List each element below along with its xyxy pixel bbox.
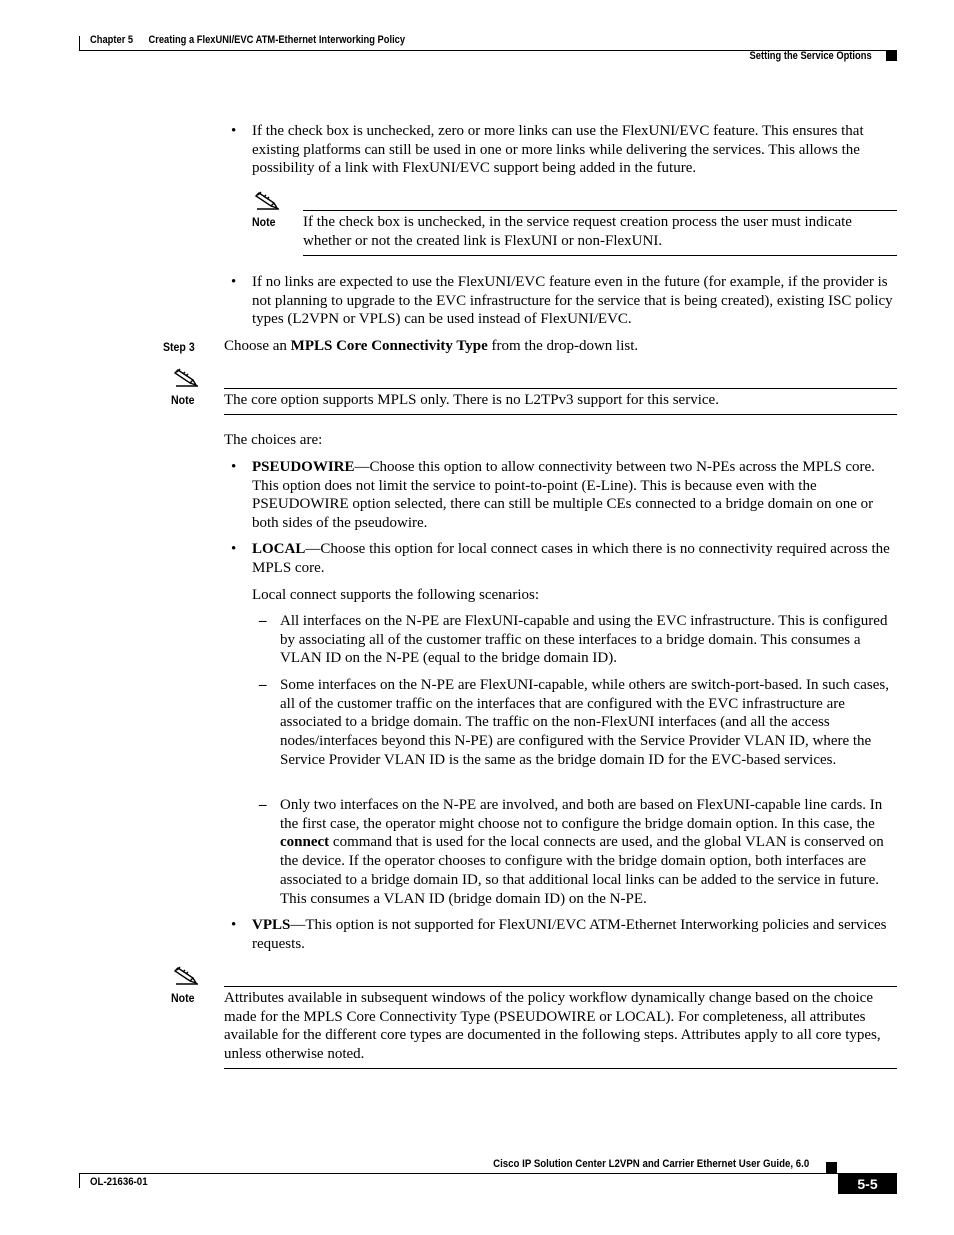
scenario-2-text: Some interfaces on the N-PE are FlexUNI-capable, while others are switch-port-based. In such cases, all of the customer traffic on the interfaces that are configured with the EVC infrastructure are associated to a bridge domain. The traffic on the non-FlexUNI interfaces (and all the access nodes/interfaces beyond this N-PE) are configured with the Service Provider VLAN ID, where the Service Provider VLAN ID is the same as the bridge domain ID for the EVC-based services. [280,677,889,768]
header-rule-vertical [79,36,80,51]
chapter-title: Creating a FlexUNI/EVC ATM-Ethernet Interworking Policy [148,34,406,46]
step-3-text [224,337,904,356]
note-label: Note [252,215,276,229]
scenario-3-post: command that is used for the local connects are used, and the global VLAN is conserved on the device. If the operator chooses to configure with the bridge domain option, both interfaces are associated to a bridge domain ID, so that additional local links can be added to the service in future. This consumes a VLAN ID (bridge domain ID) on the N-PE. [280,834,884,907]
pencil-note-icon [174,964,200,986]
footer-doc-number: OL-21636-01 [90,1176,148,1188]
bullet-marker: • [231,917,237,933]
bullet-marker: • [231,459,237,475]
chapter-number: Chapter 5 [90,34,134,46]
note-top-rule [224,388,897,389]
local-intro: Local connect supports the following scenarios: [252,587,540,603]
step-3-pre: Choose an [224,338,291,354]
footer-rule-vertical [79,1173,80,1188]
local-term: LOCAL [252,541,306,557]
note-top-rule [303,210,897,211]
scenario-3-pre: Only two interfaces on the N-PE are involved, and both are based on FlexUNI-capable line cards. In the first case, the operator might choose not to configure the bridge domain option. In this case, the [280,797,883,832]
dash-marker: – [259,677,267,693]
note-top-rule [224,986,897,987]
note-text: The core option supports MPLS only. There is no L2TPv3 support for this service. [224,392,719,408]
vpls-text: —This option is not supported for FlexUNI/EVC ATM-Ethernet Interworking policies and services requests. [252,917,887,952]
running-header-section: Setting the Service Options [749,50,872,62]
note-label: Note [171,393,195,407]
bullet-no-links-text: If no links are expected to use the FlexUNI/EVC feature even in the future (for example, if the provider is not planning to upgrade to the EVC infrastructure for the service that is being created), existing ISC policy types (L2VPN or VPLS) can be used instead of FlexUNI/EVC. [252,274,893,328]
header-marker [886,50,897,61]
vpls-term: VPLS [252,917,291,933]
bullet-marker: • [231,274,237,290]
scenario-3-text [280,796,900,908]
page-number: 5-5 [838,1174,897,1194]
footer-marker [826,1162,837,1173]
local-item [252,540,897,577]
note-bottom-rule [224,414,897,415]
local-text: —Choose this option for local connect cases in which there is no connectivity required across the MPLS core. [252,541,890,576]
note-bottom-rule [224,1068,897,1069]
choices-intro: The choices are: [224,432,323,448]
bullet-marker: • [231,123,237,139]
pencil-note-icon [255,189,281,211]
note-bottom-rule [303,255,897,256]
pseudowire-text: —Choose this option to allow connectivity between two N-PEs across the MPLS core. This option does not limit the service to point-to-point (E-Line). This is because even with the PSEUDOWIRE option selected, there can still be multiple CEs connected to a bridge domain on one or both sides of the pseudowire. [252,459,875,532]
running-header-chapter [90,34,405,46]
pseudowire-item [252,458,900,533]
footer-guide-title: Cisco IP Solution Center L2VPN and Carrier Ethernet User Guide, 6.0 [492,1158,809,1170]
step-3-post: from the drop-down list. [487,338,639,354]
scenario-3-bold: connect [280,834,330,851]
scenario-1-text: All interfaces on the N-PE are FlexUNI-capable and using the EVC infrastructure. This is configured by associating all of the customer traffic on these interfaces to a bridge domain. This consumes a VLAN ID on the N-PE (equal to the bridge domain ID). [280,613,888,667]
pseudowire-term: PSEUDOWIRE [252,459,355,475]
bullet-marker: • [231,541,237,557]
vpls-item [252,916,897,953]
bullet-unchecked-text: If the check box is unchecked, zero or more links can use the FlexUNI/EVC feature. This ensures that existing platforms can still be used in one or more links while delivering the services. This allows the possibility of a link with FlexUNI/EVC support being added in the future. [252,123,864,177]
dash-marker: – [259,613,267,629]
step-label: Step 3 [163,340,195,354]
dash-marker: – [259,797,267,813]
footer-rule [79,1173,897,1174]
note-text: If the check box is unchecked, in the service request creation process the user must indicate whether or not the created link is FlexUNI or non-FlexUNI. [303,214,852,249]
pencil-note-icon [174,366,200,388]
step-3-bold: MPLS Core Connectivity Type [290,338,488,354]
note-label: Note [171,991,195,1005]
note-text: Attributes available in subsequent windows of the policy workflow dynamically change based on the choice made for the MPLS Core Connectivity Type (PSEUDOWIRE or LOCAL). For completeness, all attributes available for the different core types are documented in the following steps. Attributes apply to all core types, unless otherwise noted. [224,990,881,1063]
